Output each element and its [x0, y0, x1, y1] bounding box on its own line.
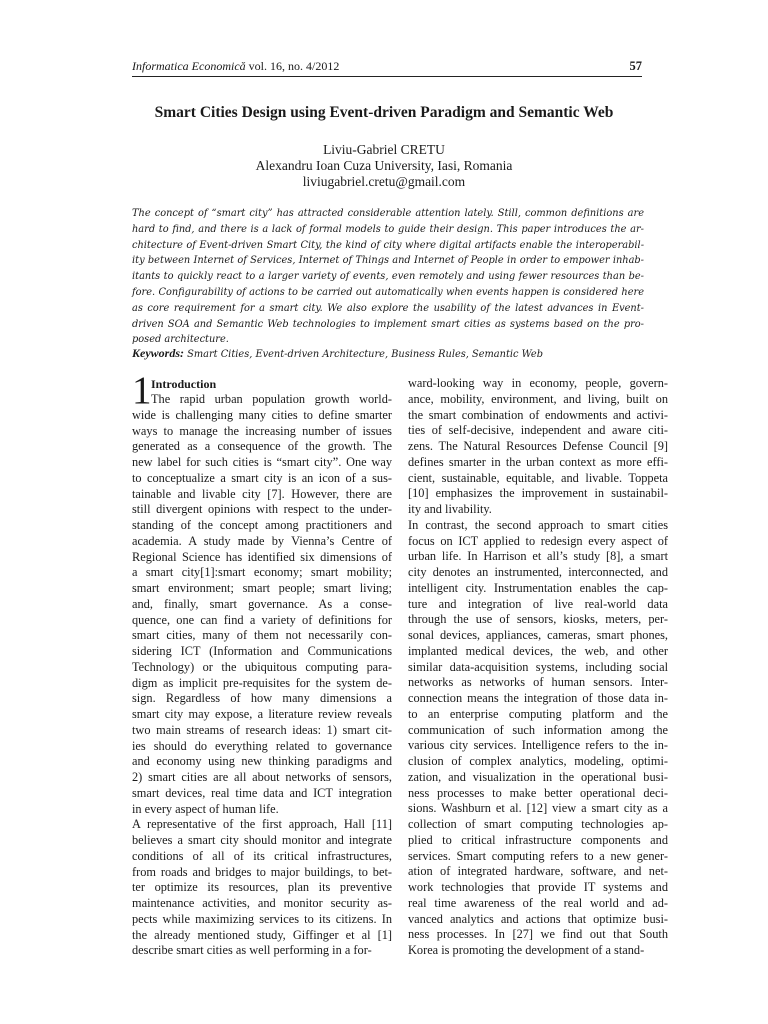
body-text-line: ture and integration of live real-world data: [408, 596, 668, 611]
body-text-line: Korea is promoting the development of a stand-: [408, 943, 645, 957]
body-text-line: Technology) or the ubiquitous computing para-: [132, 659, 392, 674]
body-text-line: smart devices, real time data and ICT integration: [132, 785, 392, 800]
body-text-line: to conceptualize a smart city is an icon of a sus-: [132, 470, 392, 485]
body-text-line: standing of the concept among practitioners and: [132, 518, 392, 532]
abstract-line: itants to quickly react to a larger variety of events, even remotely and using fewer resources than be-: [132, 271, 644, 283]
body-text-line: vanced analytics and actions that optimize busi-: [408, 911, 668, 926]
body-text-line: and economy using new thinking paradigms and: [132, 754, 392, 769]
abstract-line: as core requirement for a smart city. We also explore the usability of the latest advances in Event-: [132, 302, 644, 314]
body-text-line: the already mentioned study, Giffinger et al [1]: [132, 927, 392, 942]
abstract-line: hard to find, and there is a lack of formal models to guide their design. This paper introduces the ar-: [132, 223, 644, 235]
body-text-line: various city services. Intelligence refers to the in-: [408, 738, 668, 753]
body-text-line: ter optimize its resources, plan its preventive: [132, 880, 392, 895]
abstract-line: fore. Configurability of actions to be carried out automatically when events happen is considered here: [132, 286, 644, 298]
body-text-line: maintenance activities, and monitor security as-: [132, 896, 392, 910]
abstract-line: ity between Internet of Services, Internet of Things and Internet of People in order to empower inhab-: [132, 255, 644, 267]
body-text-line: A representative of the first approach, Hall [11]: [132, 817, 392, 832]
body-text-line: 2) smart cities are all about networks of sensors,: [132, 770, 392, 784]
body-text-line: urban life. In Harrison et all’s study [8], a smart: [408, 549, 668, 564]
body-text-line: work technologies that provide IT systems and: [408, 880, 668, 894]
abstract-line: The concept of “smart city” has attracted considerable attention lately. Still, common definitions are: [132, 208, 644, 219]
body-text-line: quence, one can find a variety of definitions for: [132, 612, 392, 627]
body-text-line: zens. The Natural Resources Defense Council [9]: [408, 439, 668, 453]
body-text-line: ness processes to make better operational deci-: [408, 785, 668, 800]
author-name: Liviu-Gabriel CRETU: [323, 142, 445, 157]
body-text-line: ward-looking way in economy, people, govern-: [408, 376, 668, 390]
body-text-line: pects while maximizing services to its citizens. In: [132, 911, 392, 926]
body-text-line: city denotes an instrumented, interconnected, and: [408, 565, 668, 579]
body-text-line: The rapid urban population growth world-: [151, 392, 392, 406]
running-header: [132, 56, 642, 76]
body-text-line: real time awareness of the real world and ad-: [408, 895, 668, 910]
body-text-line: connection means the integration of those data in-: [408, 691, 668, 705]
body-text-line: new label for such cities is “smart city”. One way: [132, 455, 392, 469]
body-text-line: believes a smart city should monitor and integrate: [132, 833, 392, 847]
body-text-line: [10] emphasizes the improvement in sustainabil-: [408, 486, 668, 501]
body-text-line: zation, and visualization in the operational busi-: [408, 769, 668, 784]
body-text-line: clusion of complex analytics, modeling, optimi-: [408, 754, 668, 768]
abstract-line: driven SOA and Semantic Web technologies to implement smart cities as systems based on the pro-: [132, 318, 644, 330]
section-number: 1: [132, 369, 152, 412]
body-text-line: ness processes. In [27] we find out that South: [408, 927, 668, 942]
body-text-line: still divergent opinions with respect to the under-: [132, 502, 392, 517]
body-text-line: ity and livability.: [408, 502, 492, 516]
body-text-line: communication of such information among the: [408, 722, 668, 737]
left-column: [132, 392, 392, 959]
body-text-line: a smart city[1]:smart economy; smart mobility;: [132, 565, 392, 580]
body-text-line: ties of self-decisive, independent and aware citi-: [408, 423, 668, 438]
abstract: [132, 206, 644, 348]
body-text-line: and, finally, smart governance. As a conse-: [132, 596, 392, 611]
body-text-line: similar data-acquisition systems, including social: [408, 659, 668, 674]
body-text-line: describe smart cities as well performing in a for-: [132, 943, 372, 958]
paper-title: Smart Cities Design using Event-driven Paradigm and Semantic Web: [154, 104, 614, 121]
body-text-line: smart city may expose, a literature review reveals: [132, 707, 392, 721]
author-email: liviugabriel.cretu@gmail.com: [302, 174, 466, 189]
abstract-line: chitecture of Event-driven Smart City, the kind of city where digital artifacts enable the interoperabil-: [132, 239, 644, 251]
journal-issue: vol. 16, no. 4/2012: [245, 59, 340, 73]
header-divider: [132, 76, 642, 77]
body-text-line: ation of integrated hardware, software, and net-: [408, 864, 668, 879]
body-text-line: sions. Washburn et al. [12] view a smart city as a: [408, 801, 668, 816]
body-text-line: academia. A study made by Vienna’s Centre of: [132, 533, 392, 548]
body-text-line: two main streams of research ideas: 1) smart cit-: [132, 722, 392, 737]
body-text-line: smart cities, many of them not necessarily con-: [132, 628, 392, 643]
body-text-line: In contrast, the second approach to smart cities: [408, 517, 668, 532]
body-text-line: focus on ICT applied to redesign every aspect of: [408, 533, 668, 548]
journal-name: Informatica Economică: [132, 59, 246, 73]
body-text-line: sonal devices, appliances, cameras, smart phones,: [408, 628, 668, 642]
body-text-line: the smart combination of endowments and activi-: [408, 407, 668, 422]
body-text-line: conditions of all of its critical infrastructures,: [132, 848, 392, 863]
abstract-line: posed architecture.: [132, 334, 229, 346]
body-text-line: sidering ICT (Information and Communications: [132, 644, 392, 658]
body-text-line: intelligent city. Instrumentation enables the cap-: [408, 580, 668, 595]
body-text-line: plied to critical infrastructure components and: [408, 832, 668, 847]
right-column: [408, 376, 668, 959]
body-text-line: collection of smart computing technologies ap-: [408, 817, 668, 831]
body-text-line: in every aspect of human life.: [132, 801, 279, 816]
body-text-line: implanted medical devices, the web, and other: [408, 643, 668, 658]
body-text-line: defines smarter in the urban context as more effi-: [408, 454, 668, 469]
body-text-line: ways to manage the increasing number of issues: [132, 423, 392, 438]
keywords-text: Smart Cities, Event-driven Architecture, Business Rules, Semantic Web: [184, 349, 543, 360]
body-text-line: smart environment; smart people; smart living;: [132, 581, 392, 595]
body-text-line: generated as a consequence of the growth. The: [132, 439, 392, 454]
keywords: [132, 346, 644, 362]
body-text-line: through the use of sensors, kiosks, meters, per-: [408, 612, 668, 627]
page-number: 57: [629, 59, 642, 73]
body-text-line: cient, sustainable, equitable, and livable. Toppeta: [408, 470, 668, 485]
body-text-line: sign. Regardless of how many dimensions a: [132, 691, 392, 706]
body-text-line: from roads and bridges to major buildings, to bet-: [132, 864, 392, 879]
body-text-line: digm as implicit pre-requisites for the system de-: [132, 675, 392, 690]
body-text-line: to an enterprise computing platform and the: [408, 706, 668, 721]
body-text-line: tainable and livable city [7]. However, there are: [132, 486, 392, 501]
body-text-line: networks as networks of human sensors. Inter-: [408, 675, 668, 690]
body-text-line: services. Smart computing refers to a new gener-: [408, 848, 668, 863]
author-affiliation: Alexandru Ioan Cuza University, Iasi, Romania: [255, 158, 513, 173]
body-text-line: wide is challenging many cities to define smarter: [132, 407, 392, 422]
section-title: Introduction: [151, 377, 217, 391]
keywords-label: Keywords:: [132, 346, 184, 360]
body-text-line: Regional Science has identified six dimensions of: [132, 549, 392, 564]
body-text-line: ance, mobility, environment, and living, built on: [408, 391, 668, 406]
journal-citation: [132, 59, 339, 74]
body-text-line: ies should do everything related to governance: [132, 738, 392, 753]
